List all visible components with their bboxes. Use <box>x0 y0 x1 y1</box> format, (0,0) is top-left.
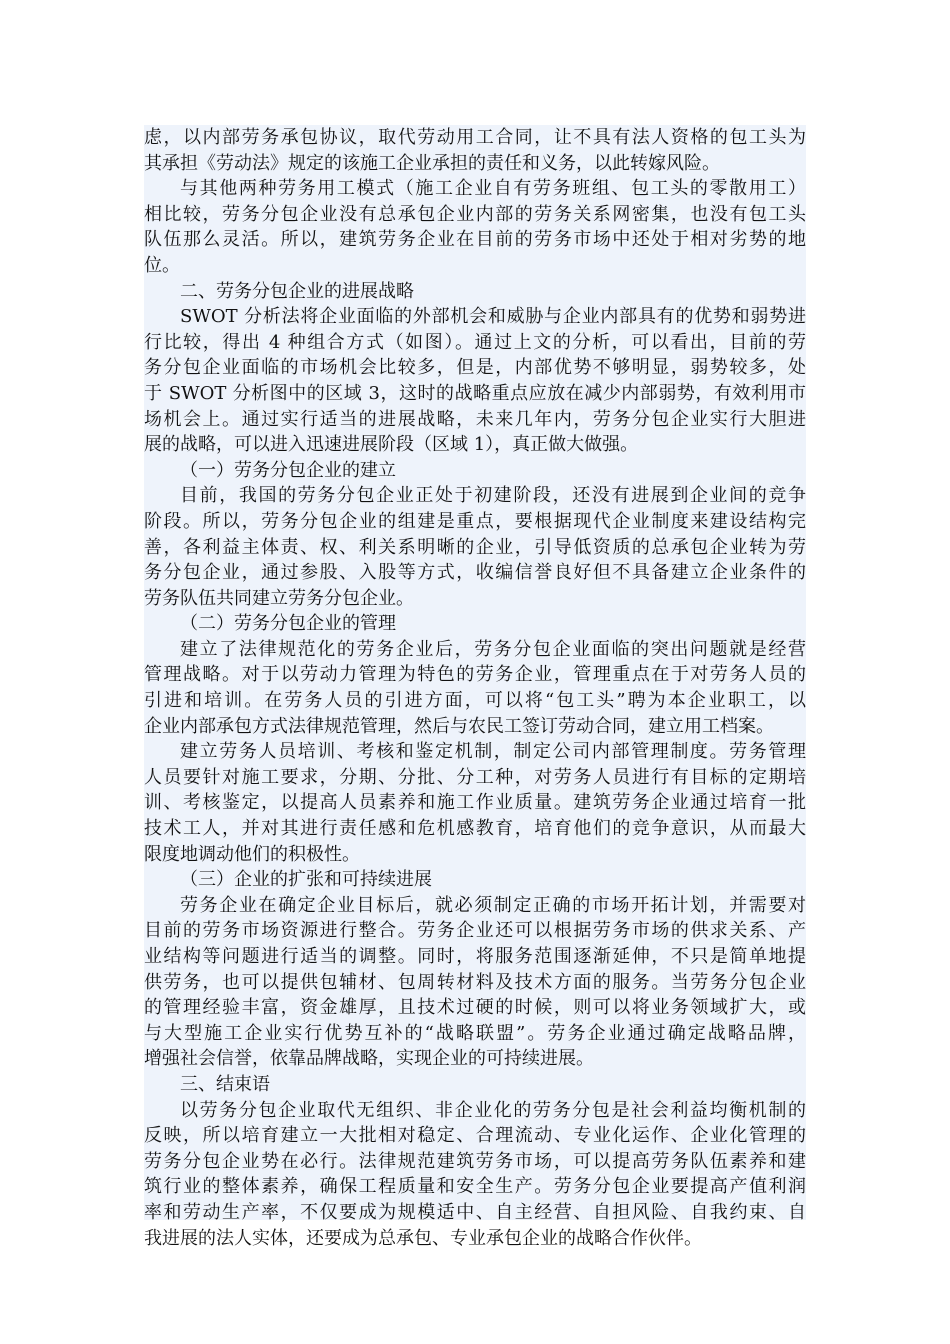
text-line: 与大型施工企业实行优势互补的“战略联盟”。劳务企业通过确定战略品牌， <box>144 1022 806 1044</box>
text-line: 的管理经验丰富，资金雄厚，且技术过硬的时候，则可以将业务领域扩大，或 <box>144 997 806 1019</box>
text-line: 建立了法律规范化的劳务企业后，劳务分包企业面临的突出问题就是经营 <box>180 638 806 660</box>
text-line: 率和劳动生产率，不仅要成为规模适中、自主经营、自担风险、自我约束、自 <box>144 1201 806 1223</box>
text-line: 我进展的法人实体，还要成为总承包、专业承包企业的战略合作伙伴。 <box>144 1227 702 1249</box>
text-line: 虑，以内部劳务承包协议，取代劳动用工合同，让不具有法人资格的包工头为 <box>144 127 806 148</box>
text-line: 务分包企业面临的市场机会比较多，但是，内部优势不够明显，弱势较多，处 <box>144 357 806 379</box>
text-line: 劳务分包企业势在必行。法律规范建筑劳务市场，可以提高劳务队伍素养和建 <box>144 1150 806 1172</box>
text-line: 位。 <box>144 254 180 276</box>
text-line: 目前的劳务市场资源进行整合。劳务企业还可以根据劳务市场的供求关系、产 <box>144 920 806 942</box>
text-line: （三）企业的扩张和可持续进展 <box>180 869 432 891</box>
text-line: 二、劳务分包企业的进展战略 <box>180 280 414 302</box>
text-line: 务分包企业，通过参股、入股等方式，收编信誉良好但不具备建立企业条件的 <box>144 562 806 584</box>
text-line: 三、结束语 <box>180 1073 270 1095</box>
text-line: 相比较，劳务分包企业没有总承包企业内部的劳务关系网密集，也没有包工头 <box>144 203 806 225</box>
text-line: SWOT 分析法将企业面临的外部机会和威胁与企业内部具有的优势和弱势进 <box>180 306 806 328</box>
text-line: 企业内部承包方式法律规范管理，然后与农民工签订劳动合同，建立用工档案。 <box>144 715 774 737</box>
text-line: 行比较，得出 4 种组合方式（如图）。通过上文的分析，可以看出，目前的劳 <box>144 331 806 353</box>
text-line: 管理战略。对于以劳动力管理为特色的劳务企业，管理重点在于对劳务人员的 <box>144 664 806 686</box>
text-line: 建立劳务人员培训、考核和鉴定机制，制定公司内部管理制度。劳务管理 <box>180 741 806 763</box>
text-line: 以劳务分包企业取代无组织、非企业化的劳务分包是社会利益均衡机制的 <box>180 1099 806 1121</box>
text-line: 劳务企业在确定企业目标后，就必须制定正确的市场开拓计划，并需要对 <box>180 894 806 916</box>
text-line: 劳务队伍共同建立劳务分包企业。 <box>144 587 414 609</box>
text-line: 训、考核鉴定，以提高人员素养和施工作业质量。建筑劳务企业通过培育一批 <box>144 792 806 814</box>
text-line: 场机会上。通过实行适当的进展战略，未来几年内，劳务分包企业实行大胆进 <box>144 408 806 430</box>
text-line: 限度地调动他们的积极性。 <box>144 843 360 865</box>
text-line: 展的战略，可以进入迅速进展阶段（区域 1），真正做大做强。 <box>144 434 639 456</box>
document-text-block <box>144 125 806 1249</box>
text-line: 于 SWOT 分析图中的区域 3，这时的战略重点应放在减少内部弱势，有效利用市 <box>144 382 806 404</box>
text-line: 人员要针对施工要求，分期、分批、分工种，对劳务人员进行有目标的定期培 <box>144 766 806 788</box>
text-line: 其承担《劳动法》规定的该施工企业承担的责任和义务，以此转嫁风险。 <box>144 152 720 174</box>
text-line: 阶段。所以，劳务分包企业的组建是重点，要根据现代企业制度来建设结构完 <box>144 510 806 532</box>
text-line: 筑行业的整体素养，确保工程质量和安全生产。劳务分包企业要提高产值利润 <box>144 1176 806 1198</box>
text-line: 增强社会信誉，依靠品牌战略，实现企业的可持续进展。 <box>144 1048 594 1070</box>
text-line: 供劳务，也可以提供包辅材、包周转材料及技术方面的服务。当劳务分包企业 <box>144 971 806 993</box>
text-line: 与其他两种劳务用工模式（施工企业自有劳务班组、包工头的零散用工） <box>180 178 806 200</box>
text-line: 引进和培训。在劳务人员的引进方面，可以将“包工头”聘为本企业职工，以 <box>144 690 806 712</box>
text-line: 技术工人，并对其进行责任感和危机感教育，培育他们的竞争意识，从而最大 <box>144 818 806 840</box>
text-line: 队伍那么灵活。所以，建筑劳务企业在目前的劳务市场中还处于相对劣势的地 <box>144 229 806 251</box>
text-line: 目前，我国的劳务分包企业正处于初建阶段，还没有进展到企业间的竞争 <box>180 485 806 507</box>
text-line: 反映，所以培育建立一大批相对稳定、合理流动、专业化运作、企业化管理的 <box>144 1125 806 1147</box>
text-line: （一）劳务分包企业的建立 <box>180 459 396 481</box>
text-line: 善，各利益主体责、权、利关系明晰的企业，引导低资质的总承包企业转为劳 <box>144 536 806 558</box>
text-line: 业结构等问题进行适当的调整。同时，将服务范围逐渐延伸，不只是简单地提 <box>144 946 806 967</box>
text-line: （二）劳务分包企业的管理 <box>180 613 396 635</box>
